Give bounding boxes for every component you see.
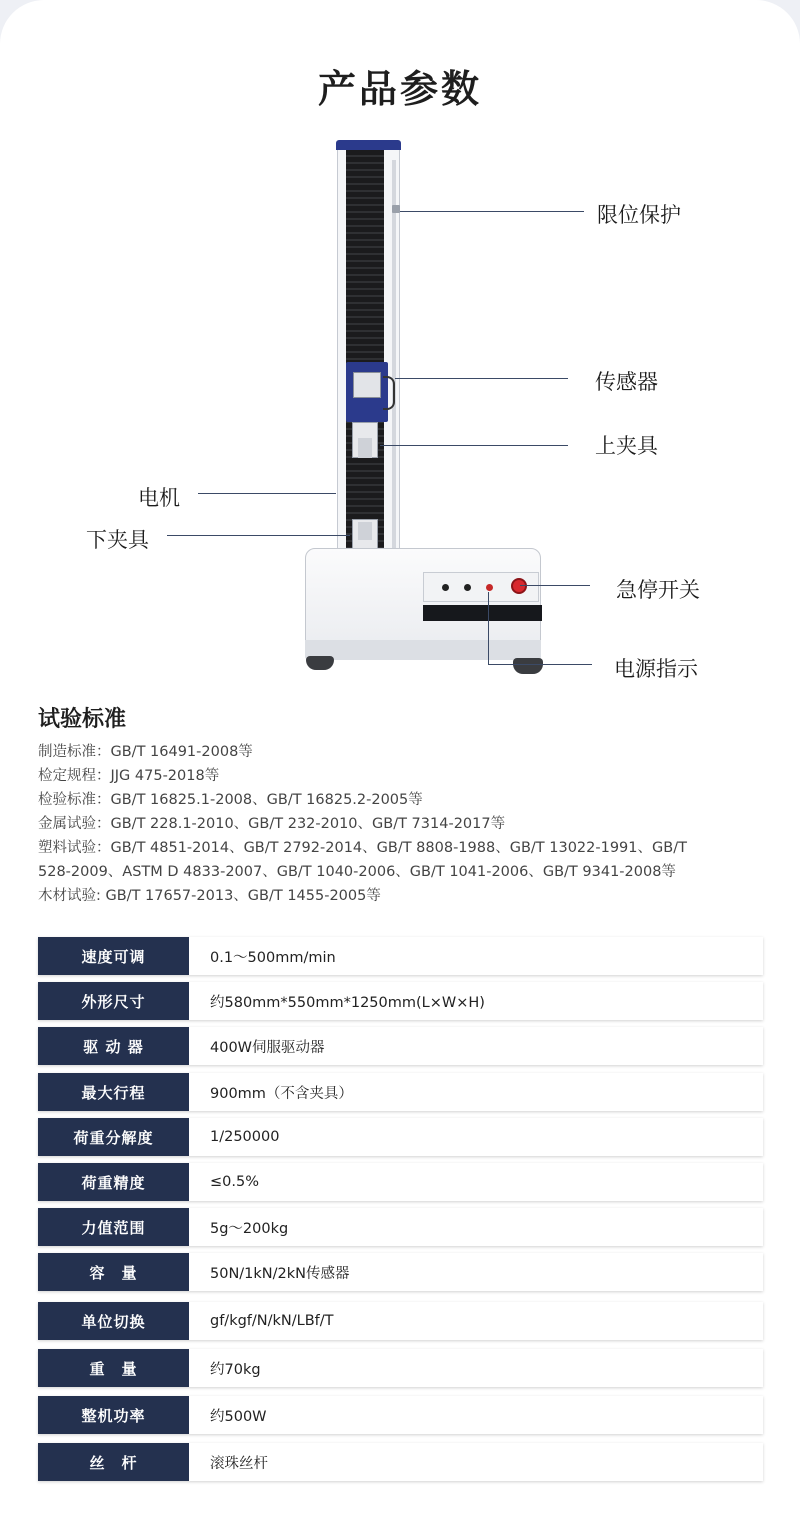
spec-row bbox=[38, 1163, 763, 1201]
standard-line: 制造标准：GB/T 16491-2008等 bbox=[38, 744, 253, 760]
spec-value: 0.1～500mm/min bbox=[210, 949, 336, 966]
spec-key: 速度可调 bbox=[38, 937, 189, 975]
machine-illustration bbox=[0, 0, 800, 700]
spec-key: 单位切换 bbox=[38, 1302, 189, 1340]
spec-row bbox=[38, 1027, 763, 1065]
callout-lower-clamp: 下夹具 bbox=[86, 528, 149, 552]
callout-line-sensor bbox=[395, 378, 568, 379]
page-title: 产品参数 bbox=[317, 67, 482, 111]
spec-key: 重 量 bbox=[38, 1349, 189, 1387]
callout-upper-clamp: 上夹具 bbox=[595, 434, 658, 458]
emergency-stop-button bbox=[511, 578, 527, 594]
spec-key: 荷重分解度 bbox=[38, 1118, 189, 1156]
spec-row bbox=[38, 1396, 763, 1434]
spec-row bbox=[38, 1118, 763, 1156]
spec-value: 约70kg bbox=[210, 1361, 261, 1378]
power-indicator-light bbox=[486, 584, 493, 591]
spec-key: 力值范围 bbox=[38, 1208, 189, 1246]
callout-sensor: 传感器 bbox=[595, 370, 658, 394]
standard-line: 528-2009、ASTM D 4833-2007、GB/T 1040-2006、GB/T 1041-2006、GB/T 9341-2008等 bbox=[38, 864, 676, 880]
standard-line: 金属试验：GB/T 228.1-2010、GB/T 232-2010、GB/T 7314-2017等 bbox=[38, 816, 506, 832]
panel-button-1 bbox=[442, 584, 449, 591]
callout-line-emergency bbox=[520, 585, 590, 586]
callout-line-lower-clamp bbox=[167, 535, 350, 536]
spec-row bbox=[38, 1073, 763, 1111]
panel-slot bbox=[423, 605, 542, 621]
foot-right bbox=[513, 658, 543, 674]
spec-key: 容 量 bbox=[38, 1253, 189, 1291]
callout-line-limit bbox=[400, 211, 584, 212]
spec-value: 400W伺服驱动器 bbox=[210, 1039, 325, 1056]
spec-row bbox=[38, 1443, 763, 1481]
spec-value: 5g～200kg bbox=[210, 1220, 289, 1237]
sensor-cable bbox=[383, 376, 395, 410]
sensor-box bbox=[353, 372, 381, 398]
callout-line-motor bbox=[198, 493, 336, 494]
standards-list bbox=[38, 740, 738, 908]
spec-key: 荷重精度 bbox=[38, 1163, 189, 1201]
spec-key: 丝 杆 bbox=[38, 1443, 189, 1481]
callout-emergency-stop: 急停开关 bbox=[616, 578, 700, 602]
spec-value: 50N/1kN/2kN传感器 bbox=[210, 1265, 350, 1282]
lower-clamp-jaw bbox=[358, 522, 372, 540]
spec-row bbox=[38, 1349, 763, 1387]
standard-line: 检定规程：JJG 475-2018等 bbox=[38, 768, 220, 784]
callout-power-indicator: 电源指示 bbox=[614, 657, 698, 681]
spec-value: 约580mm*550mm*1250mm(L×W×H) bbox=[210, 994, 485, 1011]
spec-value: 约500W bbox=[210, 1408, 267, 1425]
spec-value: 1/250000 bbox=[210, 1129, 280, 1145]
spec-value: ≤0.5% bbox=[210, 1174, 259, 1190]
spec-key: 整机功率 bbox=[38, 1396, 189, 1434]
callout-line-power-h bbox=[488, 664, 592, 665]
base-cabinet-shadow bbox=[305, 640, 541, 660]
upper-clamp-jaw bbox=[358, 438, 372, 458]
standard-line: 木材试验: GB/T 17657-2013、GB/T 1455-2005等 bbox=[38, 888, 381, 904]
spec-key: 最大行程 bbox=[38, 1073, 189, 1111]
spec-row bbox=[38, 1208, 763, 1246]
standards-title: 试验标准 bbox=[38, 707, 127, 732]
limit-stop bbox=[392, 205, 400, 213]
callout-line-power-v bbox=[488, 592, 489, 664]
spec-key: 外形尺寸 bbox=[38, 982, 189, 1020]
spec-row bbox=[38, 1253, 763, 1291]
spec-row bbox=[38, 937, 763, 975]
callout-limit-protection: 限位保护 bbox=[597, 203, 681, 227]
spec-value: 滚珠丝杆 bbox=[210, 1455, 268, 1472]
spec-value: 900mm（不含夹具） bbox=[210, 1085, 353, 1102]
spec-row bbox=[38, 982, 763, 1020]
spec-value: gf/kgf/N/kN/LBf/T bbox=[210, 1313, 334, 1329]
machine-column-top-cap bbox=[336, 140, 401, 150]
callout-line-upper-clamp bbox=[380, 445, 568, 446]
limit-rail bbox=[392, 160, 396, 570]
callout-motor: 电机 bbox=[138, 486, 180, 510]
standard-line: 检验标准：GB/T 16825.1-2008、GB/T 16825.2-2005等 bbox=[38, 792, 423, 808]
panel-button-2 bbox=[464, 584, 471, 591]
spec-key: 驱 动 器 bbox=[38, 1027, 189, 1065]
foot-left bbox=[306, 656, 334, 670]
bellows-cover bbox=[346, 150, 384, 570]
spec-row bbox=[38, 1302, 763, 1340]
standard-line: 塑料试验：GB/T 4851-2014、GB/T 2792-2014、GB/T 8808-1988、GB/T 13022-1991、GB/T bbox=[38, 840, 687, 856]
